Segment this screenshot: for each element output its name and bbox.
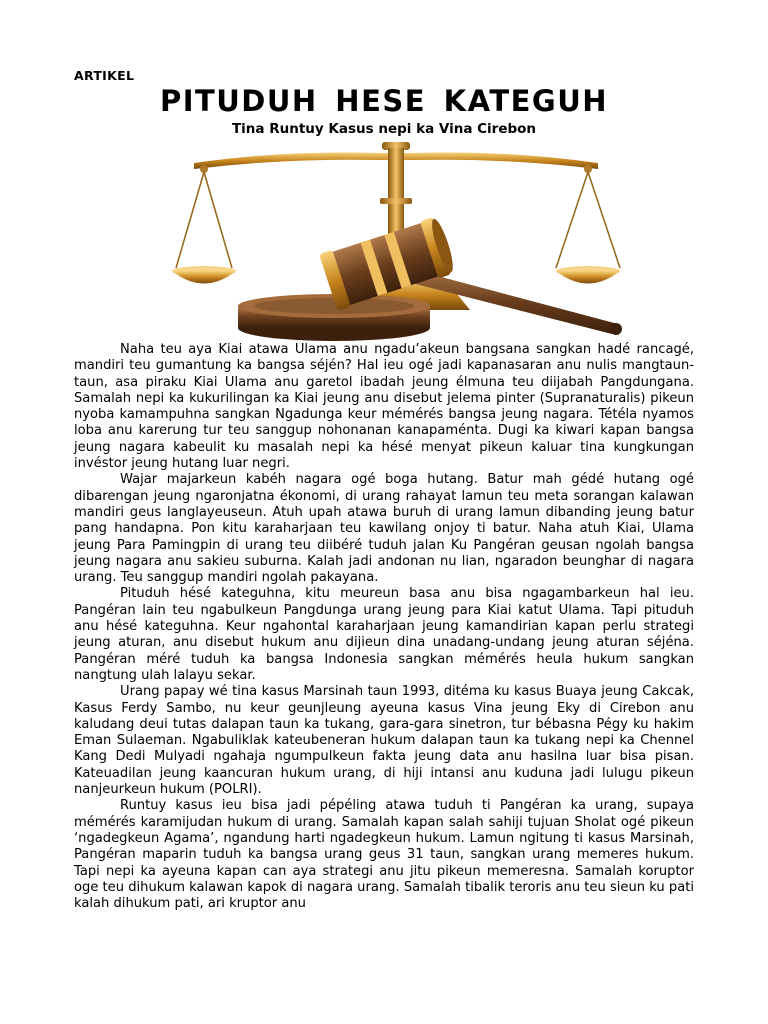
paragraph: Urang papay wé tina kasus Marsinah taun 1993, ditéma ku kasus Buaya jeung Cakcak, Kasus Ferdy Sambo, nu keur geunjleung ayeuna kasus Vina jeung Eky di Cirebon anu kaludang deui tutas dalapan taun ka tukang, gara-gara sinetron, tur bébasna Pégy ku hakim Eman Sulaeman. Ngabuliklak kateubeneran hukum dalapan taun ka tukang nepi ka Chennel Kang Dedi Mulyadi ngahaja ngumpulkeun fakta jeung data anu hasilna luar bisa pisan. Kateuadilan jeung kaancuran hukum urang, di hiji intansi anu kuduna jadi lulugu pikeun nanjeurkeun hukum (POLRI).	[74, 684, 694, 798]
paragraph: Wajar majarkeun kabéh nagara ogé boga hutang. Batur mah gédé hutang ogé dibarengan jeung ngaronjatna ékonomi, di urang rahayat lamun teu meta sorangan kalawan mandiri geus langlayeuseun. Atuh upah atawa buruh di urang lamun dibanding jeung batur pang handapna. Pon kitu karaharjaan teu kawilang onjoy ti batur. Naha atuh Kiai, Ulama jeung Para Pamingpin di urang teu diibéré tuduh jalan Ku Pangéran geusan ngolah bangsa jeung nagara anu sakieu suburna. Kalah jadi andonan nu lian, ngaradon beunghar di nagara urang. Teu sanggup mandiri ngolah pakayana.	[74, 472, 694, 586]
article-title: PITUDUH HESE KATEGUH	[159, 84, 609, 118]
article-body	[74, 342, 694, 912]
paragraph: Runtuy kasus ieu bisa jadi pépéling atawa tuduh ti Pangéran ka urang, supaya mémérés karamijudan hukum di urang. Samalah kapan salah sahiji tujuan Sholat ogé pikeun ‘ngadegkeun Agama’, ngandung harti ngadegkeun hukum. Lamun ngitung ti kasus Marsinah, Pangéran maparin tuduh ka bangsa urang geus 31 taun, sangkan urang memeres hukum. Tapi nepi ka ayeuna kapan can aya strategi anu jitu pikeun memeresna. Samalah koruptor oge teu dihukum kalawan kapok di nagara urang. Samalah tibalik teroris anu teu sieun ku pati kalah dihukum pati, ari kruptor anu	[74, 798, 694, 912]
article-subtitle: Tina Runtuy Kasus nepi ka Vina Cirebon	[231, 121, 537, 137]
scales-of-justice-illustration	[164, 138, 628, 344]
paragraph: Pituduh hésé kateguhna, kitu meureun basa anu bisa ngagambarkeun hal ieu. Pangéran lain teu ngabulkeun Pangdunga urang jeung para Kiai katut Ulama. Tapi pituduh anu hésé kateguhna. Keur ngahontal karaharjaan jeung kamandirian kapan perlu strategi jeung aturan, anu disebut hukum anu dijieun dina unadang-undang jeung aturan séjéna. Pangéran méré tuduh ka bangsa Indonesia sangkan mémérés heula hukum sangkan nangtung ulah lalayu sekar.	[74, 586, 694, 683]
paragraph: Naha teu aya Kiai atawa Ulama anu ngadu’akeun bangsana sangkan hadé rancagé, mandiri teu gumantung ka bangsa séjén? Hal ieu ogé jadi kapanasaran anu nulis mangtaun-taun, asa piraku Kiai Ulama anu garetol ibadah jeung élmuna teu diijabah Pangdungana. Samalah nepi ka kukurilingan ka Kiai jeung anu disebut jelema pinter (Supranaturalis) pikeun nyoba kamampuhna sangkan Ngadunga keur mémérés bangsa jeung nagara. Tétéla nyamos loba anu karerung tur teu sanggup nohonanan kanapaménta. Dugi ka kiwari kapan bangsa jeung nagara kabeulit ku masalah nepi ka hésé menyat pikeun kaluar tina kungkungan invéstor jeung hutang luar negri.	[74, 342, 694, 472]
section-label: ARTIKEL	[74, 68, 135, 83]
